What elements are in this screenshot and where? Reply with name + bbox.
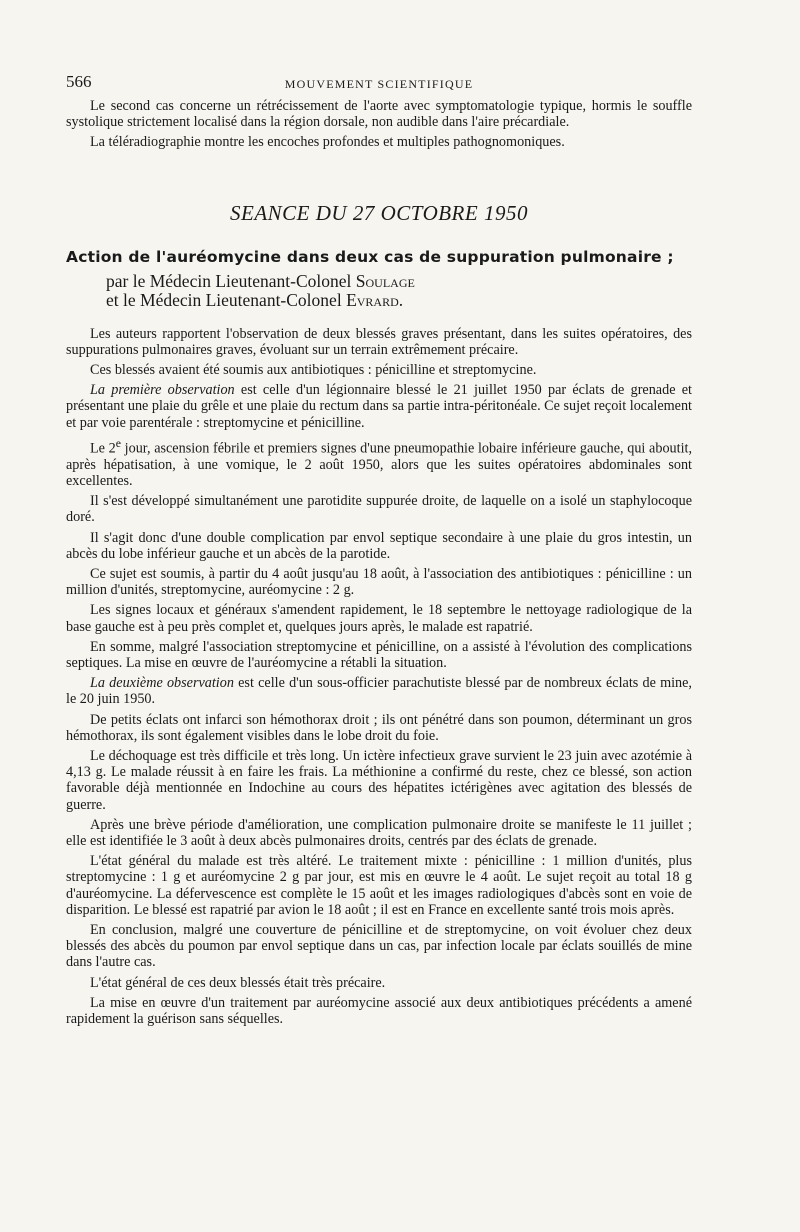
running-title: MOUVEMENT SCIENTIFIQUE	[284, 77, 474, 91]
article-authors	[106, 272, 692, 310]
body-paragraph: La mise en œuvre d'un traitement par auréomycine associé aux deux antibiotiques précédents a amené rapidement la guérison sans séquelles.	[66, 994, 692, 1028]
running-header	[66, 72, 692, 98]
body-paragraph: De petits éclats ont infarci son hémothorax droit ; ils ont pénétré dans son poumon, déterminant un gros hémothorax, ils sont également visibles dans le lobe droit du foie.	[66, 711, 692, 744]
body-paragraph: Les signes locaux et généraux s'amendent rapidement, le 18 septembre le nettoyage radiologique de la base gauche est à peu près complet et, quelques jours après, le malade est rapatrié.	[66, 602, 692, 635]
first-observation-label: La première observation	[90, 382, 235, 399]
body-paragraph: Il s'est développé simultanément une parotidite suppurée droite, de laquelle on a isolé un staphylocoque doré.	[66, 493, 692, 526]
author-line-2: et le Médecin Lieutenant-Colonel Evrard.	[106, 289, 404, 310]
body-paragraph: La première observation est celle d'un légionnaire blessé le 21 juillet 1950 par éclats de grenade et présentant une plaie du grêle et une plaie du rectum dans sa partie intra-péritonéale. Ce sujet reçoit localement et par voie parentérale : streptomycine et pénicilline.	[66, 382, 692, 431]
body-paragraph: L'état général de ces deux blessés était très précaire.	[90, 974, 386, 991]
page	[66, 72, 692, 1031]
body-paragraph: L'état général du malade est très altéré. Le traitement mixte : pénicilline : 1 million d'unités, plus streptomycine : 1 g et auréomycine 2 g par jour, est mis en œuvre le 4 août. Le sujet reçoit au total 18 g d'auréomycine. La défervescence est complète le 15 août et les images radiologiques d'abcès sont en voie de disparition. Le blessé est rapatrié par avion le 18 août ; il est en France en excellente santé trois mois après.	[66, 853, 692, 918]
body-paragraph: En somme, malgré l'association streptomycine et pénicilline, on a assisté à l'évolution des complications septiques. La mise en œuvre de l'auréomycine a rétabli la situation.	[66, 638, 692, 671]
page-number: 566	[66, 72, 92, 91]
second-observation-label: La deuxième observation	[90, 675, 234, 692]
author-name-evrard: Evrard	[346, 289, 399, 310]
session-title: SEANCE DU 27 OCTOBRE 1950	[230, 200, 528, 225]
intro-paragraph-2: La téléradiographie montre les encoches profondes et multiples pathognomoniques.	[90, 134, 565, 151]
article-title: Action de l'auréomycine dans deux cas de suppuration pulmonaire ;	[66, 247, 674, 266]
body-paragraph: Ce sujet est soumis, à partir du 4 août jusqu'au 18 août, à l'association des antibiotiques : pénicilline : un million d'unités, streptomycine, auréomycine : 2 g.	[66, 565, 692, 599]
body-paragraph: Il s'agit donc d'une double complication par envol septique secondaire à une plaie du gros intestin, un abcès du lobe inférieur gauche et un abcès de la parotide.	[66, 529, 692, 562]
intro-paragraph-1: Le second cas concerne un rétrécissement de l'aorte avec symptomatologie typique, hormis le souffle systolique strictement localisé dans la région dorsale, non audible dans l'aire précardiale.	[66, 98, 692, 131]
body-paragraph: Ces blessés avaient été soumis aux antibiotiques : pénicilline et streptomycine.	[90, 362, 537, 379]
body-paragraph: Le 2e jour, ascension fébrile et premiers signes d'une pneumopathie lobaire inférieure gauche, qui aboutit, après hépatisation, à une vomique, le 2 août 1950, alors que les suites opératoires abdominales sont excellentes.	[66, 435, 693, 489]
body-paragraph: Les auteurs rapportent l'observation de deux blessés graves présentant, dans les suites opératoires, des suppurations pulmonaires graves, évoluant sur un terrain extrêmement précaire.	[66, 325, 692, 358]
body-paragraph: En conclusion, malgré une couverture de pénicilline et de streptomycine, on voit évoluer chez deux blessés des abcès du poumon par envol septique dans un cas, par infection locale par éclats souillés de mine dans l'autre cas.	[66, 922, 692, 971]
author-name-soulage: Soulage	[355, 270, 415, 291]
body-paragraph: Le déchoquage est très difficile et très long. Un ictère infectieux grave survient le 23 juin avec azotémie à 4,13 g. Le malade réussit à en faire les frais. La méthionine a confirmé du reste, chez ce blessé, son action favorable déjà mentionnée en Indochine au cours des hépatites ictérigènes avec agitation des blessés de guerre.	[66, 748, 692, 813]
author-line-1: par le Médecin Lieutenant-Colonel Soulage	[106, 270, 415, 291]
body-paragraph: Après une brève période d'amélioration, une complication pulmonaire droite se manifeste le 11 juillet ; elle est identifiée le 3 août à deux abcès pulmonaires droits, centrés par des éclats de grenade.	[66, 816, 692, 850]
body-paragraph: La deuxième observation est celle d'un sous-officier parachutiste blessé par de nombreux éclats de mine, le 20 juin 1950.	[66, 675, 692, 708]
